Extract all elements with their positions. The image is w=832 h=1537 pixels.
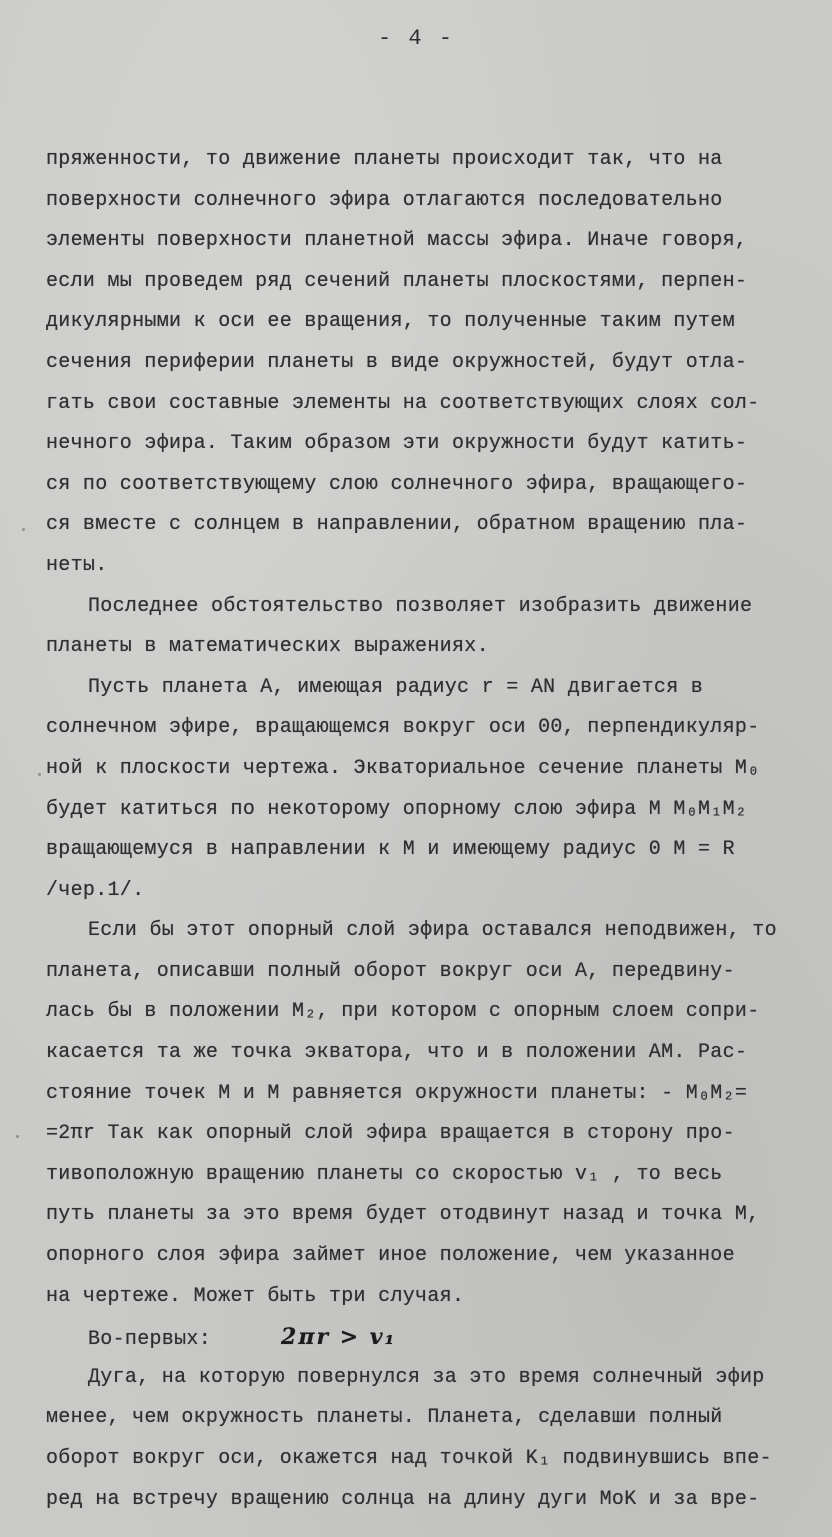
text-line: /чер.1/.: [46, 878, 145, 902]
text-line: =2πr Так как опорный слой эфира вращается в сторону про-: [46, 1122, 735, 1146]
handwritten-formula: 2πr > v₁: [281, 1324, 397, 1351]
text-line-with-formula: [46, 1317, 816, 1358]
text-line: ред на встречу вращению солнца на длину дуги MoK и за вре-: [46, 1487, 760, 1511]
text-line: на чертеже. Может быть три случая.: [46, 1284, 465, 1308]
text-line: лась бы в положении M₂, при котором с опорным слоем сопри-: [46, 1000, 760, 1024]
text-line: ной к плоскости чертежа. Экваториальное сечение планеты M₀: [46, 756, 760, 780]
text-line: солнечном эфире, вращающемся вокруг оси 00, перпендикуляр-: [46, 716, 760, 740]
text-line: неты.: [46, 553, 108, 577]
text-line: нечного эфира. Таким образом эти окружности будут катить-: [46, 432, 748, 456]
paper-speck: [22, 528, 25, 531]
text-line: Пусть планета А, имеющая радиус r = AN двигается в: [88, 675, 704, 699]
body-text: [46, 140, 816, 1520]
text-line: ся вместе с солнцем в направлении, обратном вращению пла-: [46, 513, 748, 537]
text-line: путь планеты за это время будет отодвинут назад и точка М,: [46, 1203, 760, 1227]
text-line: гать свои составные элементы на соответствующих слоях сол-: [46, 391, 760, 415]
text-line: опорного слоя эфира займет иное положение, чем указанное: [46, 1244, 735, 1268]
paper-speck: [16, 1135, 19, 1138]
page-number: - 4 -: [377, 26, 454, 51]
text-line: пряженности, то движение планеты происходит так, что на: [46, 148, 723, 171]
text-line: Дуга, на которую повернулся за это время солнечный эфир: [88, 1365, 765, 1389]
text-line: сечения периферии планеты в виде окружностей, будут отла-: [46, 350, 748, 374]
text-line: Последнее обстоятельство позволяет изобразить движение: [88, 594, 753, 618]
case-label: Во-первых:: [88, 1328, 212, 1352]
text-line: вращающемуся в направлении к М и имеющему радиус 0 М = R: [46, 838, 735, 862]
text-line: ся по соответствующему слою солнечного эфира, вращающего-: [46, 472, 748, 496]
text-line: касается та же точка экватора, что и в положении АМ. Рас-: [46, 1041, 748, 1065]
text-line: будет катиться по некоторому опорному слою эфира М M₀M₁M₂: [46, 797, 748, 821]
text-line: элементы поверхности планетной массы эфира. Иначе говоря,: [46, 229, 748, 253]
text-line: менее, чем окружность планеты. Планета, сделавши полный: [46, 1406, 723, 1430]
text-line: планета, описавши полный оборот вокруг оси А, передвину-: [46, 959, 735, 983]
paper-speck: [38, 773, 41, 776]
text-line: поверхности солнечного эфира отлагаются последовательно: [46, 188, 723, 212]
text-line: стояние точек М и М равняется окружности планеты: - M₀M₂=: [46, 1081, 748, 1105]
text-line: если мы проведем ряд сечений планеты плоскостями, перпен-: [46, 269, 748, 293]
text-line: дикулярными к оси ее вращения, то полученные таким путем: [46, 310, 735, 334]
text-line: тивоположную вращению планеты со скоростью v₁ , то весь: [46, 1162, 723, 1186]
text-line: Если бы этот опорный слой эфира оставался неподвижен, то: [88, 919, 777, 943]
text-line: планеты в математических выражениях.: [46, 635, 489, 659]
text-line: оборот вокруг оси, окажется над точкой K₁ подвинувшись впе-: [46, 1447, 772, 1470]
